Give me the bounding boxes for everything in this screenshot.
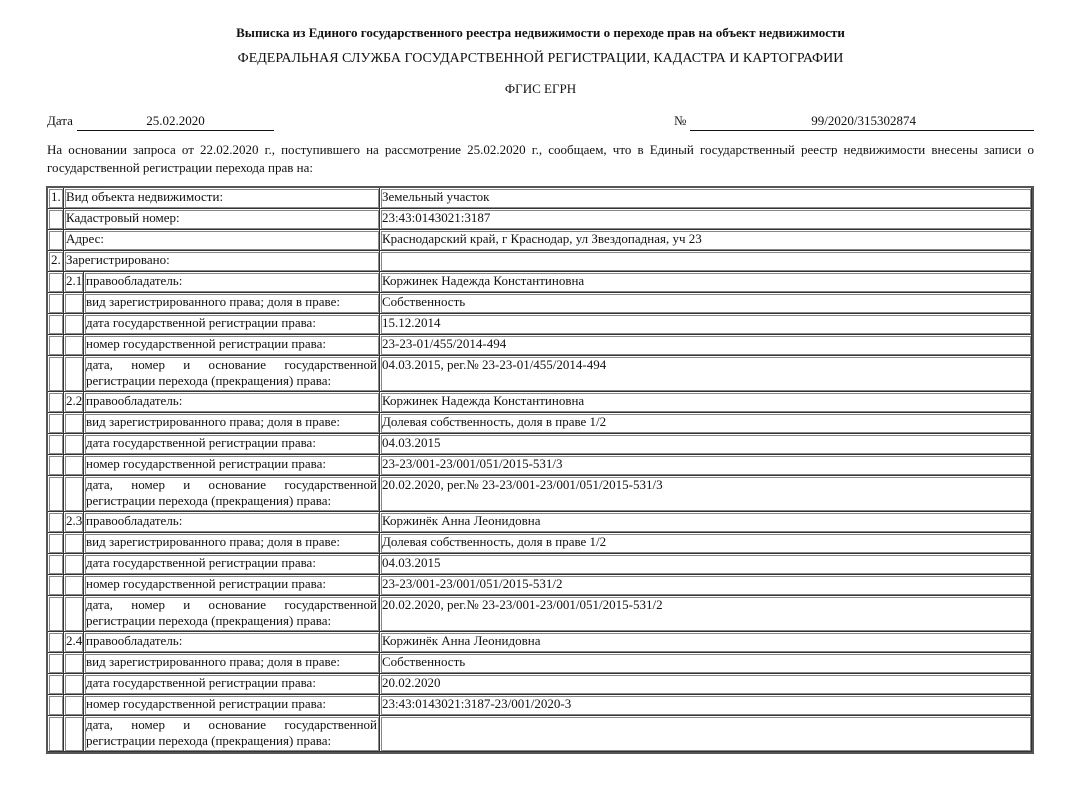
document-title: Выписка из Единого государственного реестра недвижимости о переходе прав на объект недвижимости bbox=[236, 25, 845, 40]
holder-number: 2.1 bbox=[64, 272, 84, 293]
table-row bbox=[48, 251, 1032, 272]
field-value: 23:43:0143021:3187 bbox=[380, 209, 1032, 230]
holder-number: 2.3 bbox=[64, 512, 84, 533]
date-label: Дата bbox=[47, 113, 73, 128]
section-number: 2. bbox=[48, 251, 64, 272]
system-name: ФГИС ЕГРН bbox=[504, 81, 577, 96]
field-label: номер государственной регистрации права: bbox=[84, 335, 380, 356]
table-row bbox=[48, 575, 1032, 596]
field-label: дата, номер и основание государственной регистрации перехода (прекращения) права: bbox=[84, 476, 380, 512]
field-label: дата государственной регистрации права: bbox=[84, 434, 380, 455]
field-value: 23-23/001-23/001/051/2015-531/3 bbox=[380, 455, 1032, 476]
field-value: 23-23-01/455/2014-494 bbox=[380, 335, 1032, 356]
table-row bbox=[48, 632, 1032, 653]
field-value: Коржинёк Анна Леонидовна bbox=[380, 512, 1032, 533]
table-row bbox=[48, 533, 1032, 554]
table-row bbox=[48, 554, 1032, 575]
table-row bbox=[48, 596, 1032, 632]
date-value: 25.02.2020 bbox=[77, 113, 274, 131]
field-value: 04.03.2015, рег.№ 23-23-01/455/2014-494 bbox=[380, 356, 1032, 392]
table-row bbox=[48, 335, 1032, 356]
field-label: правообладатель: bbox=[84, 512, 380, 533]
section-label: Зарегистрировано: bbox=[64, 251, 380, 272]
field-label: правообладатель: bbox=[84, 272, 380, 293]
field-value: Коржинёк Анна Леонидовна bbox=[380, 632, 1032, 653]
table-row bbox=[48, 293, 1032, 314]
field-label: правообладатель: bbox=[84, 632, 380, 653]
field-value: Собственность bbox=[380, 293, 1032, 314]
table-row bbox=[48, 230, 1032, 251]
number-label: № bbox=[674, 113, 687, 128]
field-value: 23:43:0143021:3187-23/001/2020-3 bbox=[380, 695, 1032, 716]
table-row bbox=[48, 674, 1032, 695]
table-row bbox=[48, 209, 1032, 230]
agency-name: ФЕДЕРАЛЬНАЯ СЛУЖБА ГОСУДАРСТВЕННОЙ РЕГИСТРАЦИИ, КАДАСТРА И КАРТОГРАФИИ bbox=[237, 51, 844, 66]
table-row bbox=[48, 413, 1032, 434]
field-value: Долевая собственность, доля в праве 1/2 bbox=[380, 533, 1032, 554]
field-value: 04.03.2015 bbox=[380, 434, 1032, 455]
field-value: Коржинек Надежда Константиновна bbox=[380, 272, 1032, 293]
field-label: номер государственной регистрации права: bbox=[84, 455, 380, 476]
field-label: номер государственной регистрации права: bbox=[84, 575, 380, 596]
table-row bbox=[48, 512, 1032, 533]
field-value bbox=[380, 716, 1032, 752]
field-value: Долевая собственность, доля в праве 1/2 bbox=[380, 413, 1032, 434]
table-row bbox=[48, 455, 1032, 476]
section-number: 1. bbox=[48, 188, 64, 209]
field-value: 20.02.2020 bbox=[380, 674, 1032, 695]
field-label: Вид объекта недвижимости: bbox=[64, 188, 380, 209]
field-label: вид зарегистрированного права; доля в праве: bbox=[84, 413, 380, 434]
meta-row bbox=[47, 110, 1034, 130]
field-label: дата, номер и основание государственной регистрации перехода (прекращения) права: bbox=[84, 356, 380, 392]
field-label: дата государственной регистрации права: bbox=[84, 314, 380, 335]
field-label: дата, номер и основание государственной регистрации перехода (прекращения) права: bbox=[84, 716, 380, 752]
field-label: дата государственной регистрации права: bbox=[84, 674, 380, 695]
field-value: Коржинек Надежда Константиновна bbox=[380, 392, 1032, 413]
field-label: вид зарегистрированного права; доля в праве: bbox=[84, 293, 380, 314]
table-row bbox=[48, 695, 1032, 716]
field-label: Адрес: bbox=[64, 230, 380, 251]
registry-table bbox=[46, 186, 1034, 754]
table-row bbox=[48, 188, 1032, 209]
field-label: дата, номер и основание государственной регистрации перехода (прекращения) права: bbox=[84, 596, 380, 632]
field-value: 15.12.2014 bbox=[380, 314, 1032, 335]
table-row bbox=[48, 653, 1032, 674]
field-value: 04.03.2015 bbox=[380, 554, 1032, 575]
field-value: Земельный участок bbox=[380, 188, 1032, 209]
field-label: вид зарегистрированного права; доля в праве: bbox=[84, 653, 380, 674]
field-label: вид зарегистрированного права; доля в праве: bbox=[84, 533, 380, 554]
field-label: Кадастровый номер: bbox=[64, 209, 380, 230]
table-row bbox=[48, 476, 1032, 512]
number-field bbox=[690, 113, 1034, 131]
field-value: 20.02.2020, рег.№ 23-23/001-23/001/051/2015-531/3 bbox=[380, 476, 1032, 512]
table-row bbox=[48, 716, 1032, 752]
table-row bbox=[48, 392, 1032, 413]
holder-number: 2.4 bbox=[64, 632, 84, 653]
field-label: правообладатель: bbox=[84, 392, 380, 413]
field-value: Собственность bbox=[380, 653, 1032, 674]
holders-body bbox=[48, 272, 1032, 752]
number-value: 99/2020/315302874 bbox=[811, 113, 916, 128]
holder-number: 2.2 bbox=[64, 392, 84, 413]
table-row bbox=[48, 272, 1032, 293]
table-row bbox=[48, 434, 1032, 455]
field-value: Краснодарский край, г Краснодар, ул Звездопадная, уч 23 bbox=[380, 230, 1032, 251]
field-value: 20.02.2020, рег.№ 23-23/001-23/001/051/2015-531/2 bbox=[380, 596, 1032, 632]
intro-paragraph: На основании запроса от 22.02.2020 г., поступившего на рассмотрение 25.02.2020 г., сообщаем, что в Единый государственный реестр недвижимости внесены записи о государственной регистрации перехода прав на: bbox=[47, 142, 1034, 175]
table-row bbox=[48, 314, 1032, 335]
field-label: номер государственной регистрации права: bbox=[84, 695, 380, 716]
field-label: дата государственной регистрации права: bbox=[84, 554, 380, 575]
table-row bbox=[48, 356, 1032, 392]
field-value: 23-23/001-23/001/051/2015-531/2 bbox=[380, 575, 1032, 596]
